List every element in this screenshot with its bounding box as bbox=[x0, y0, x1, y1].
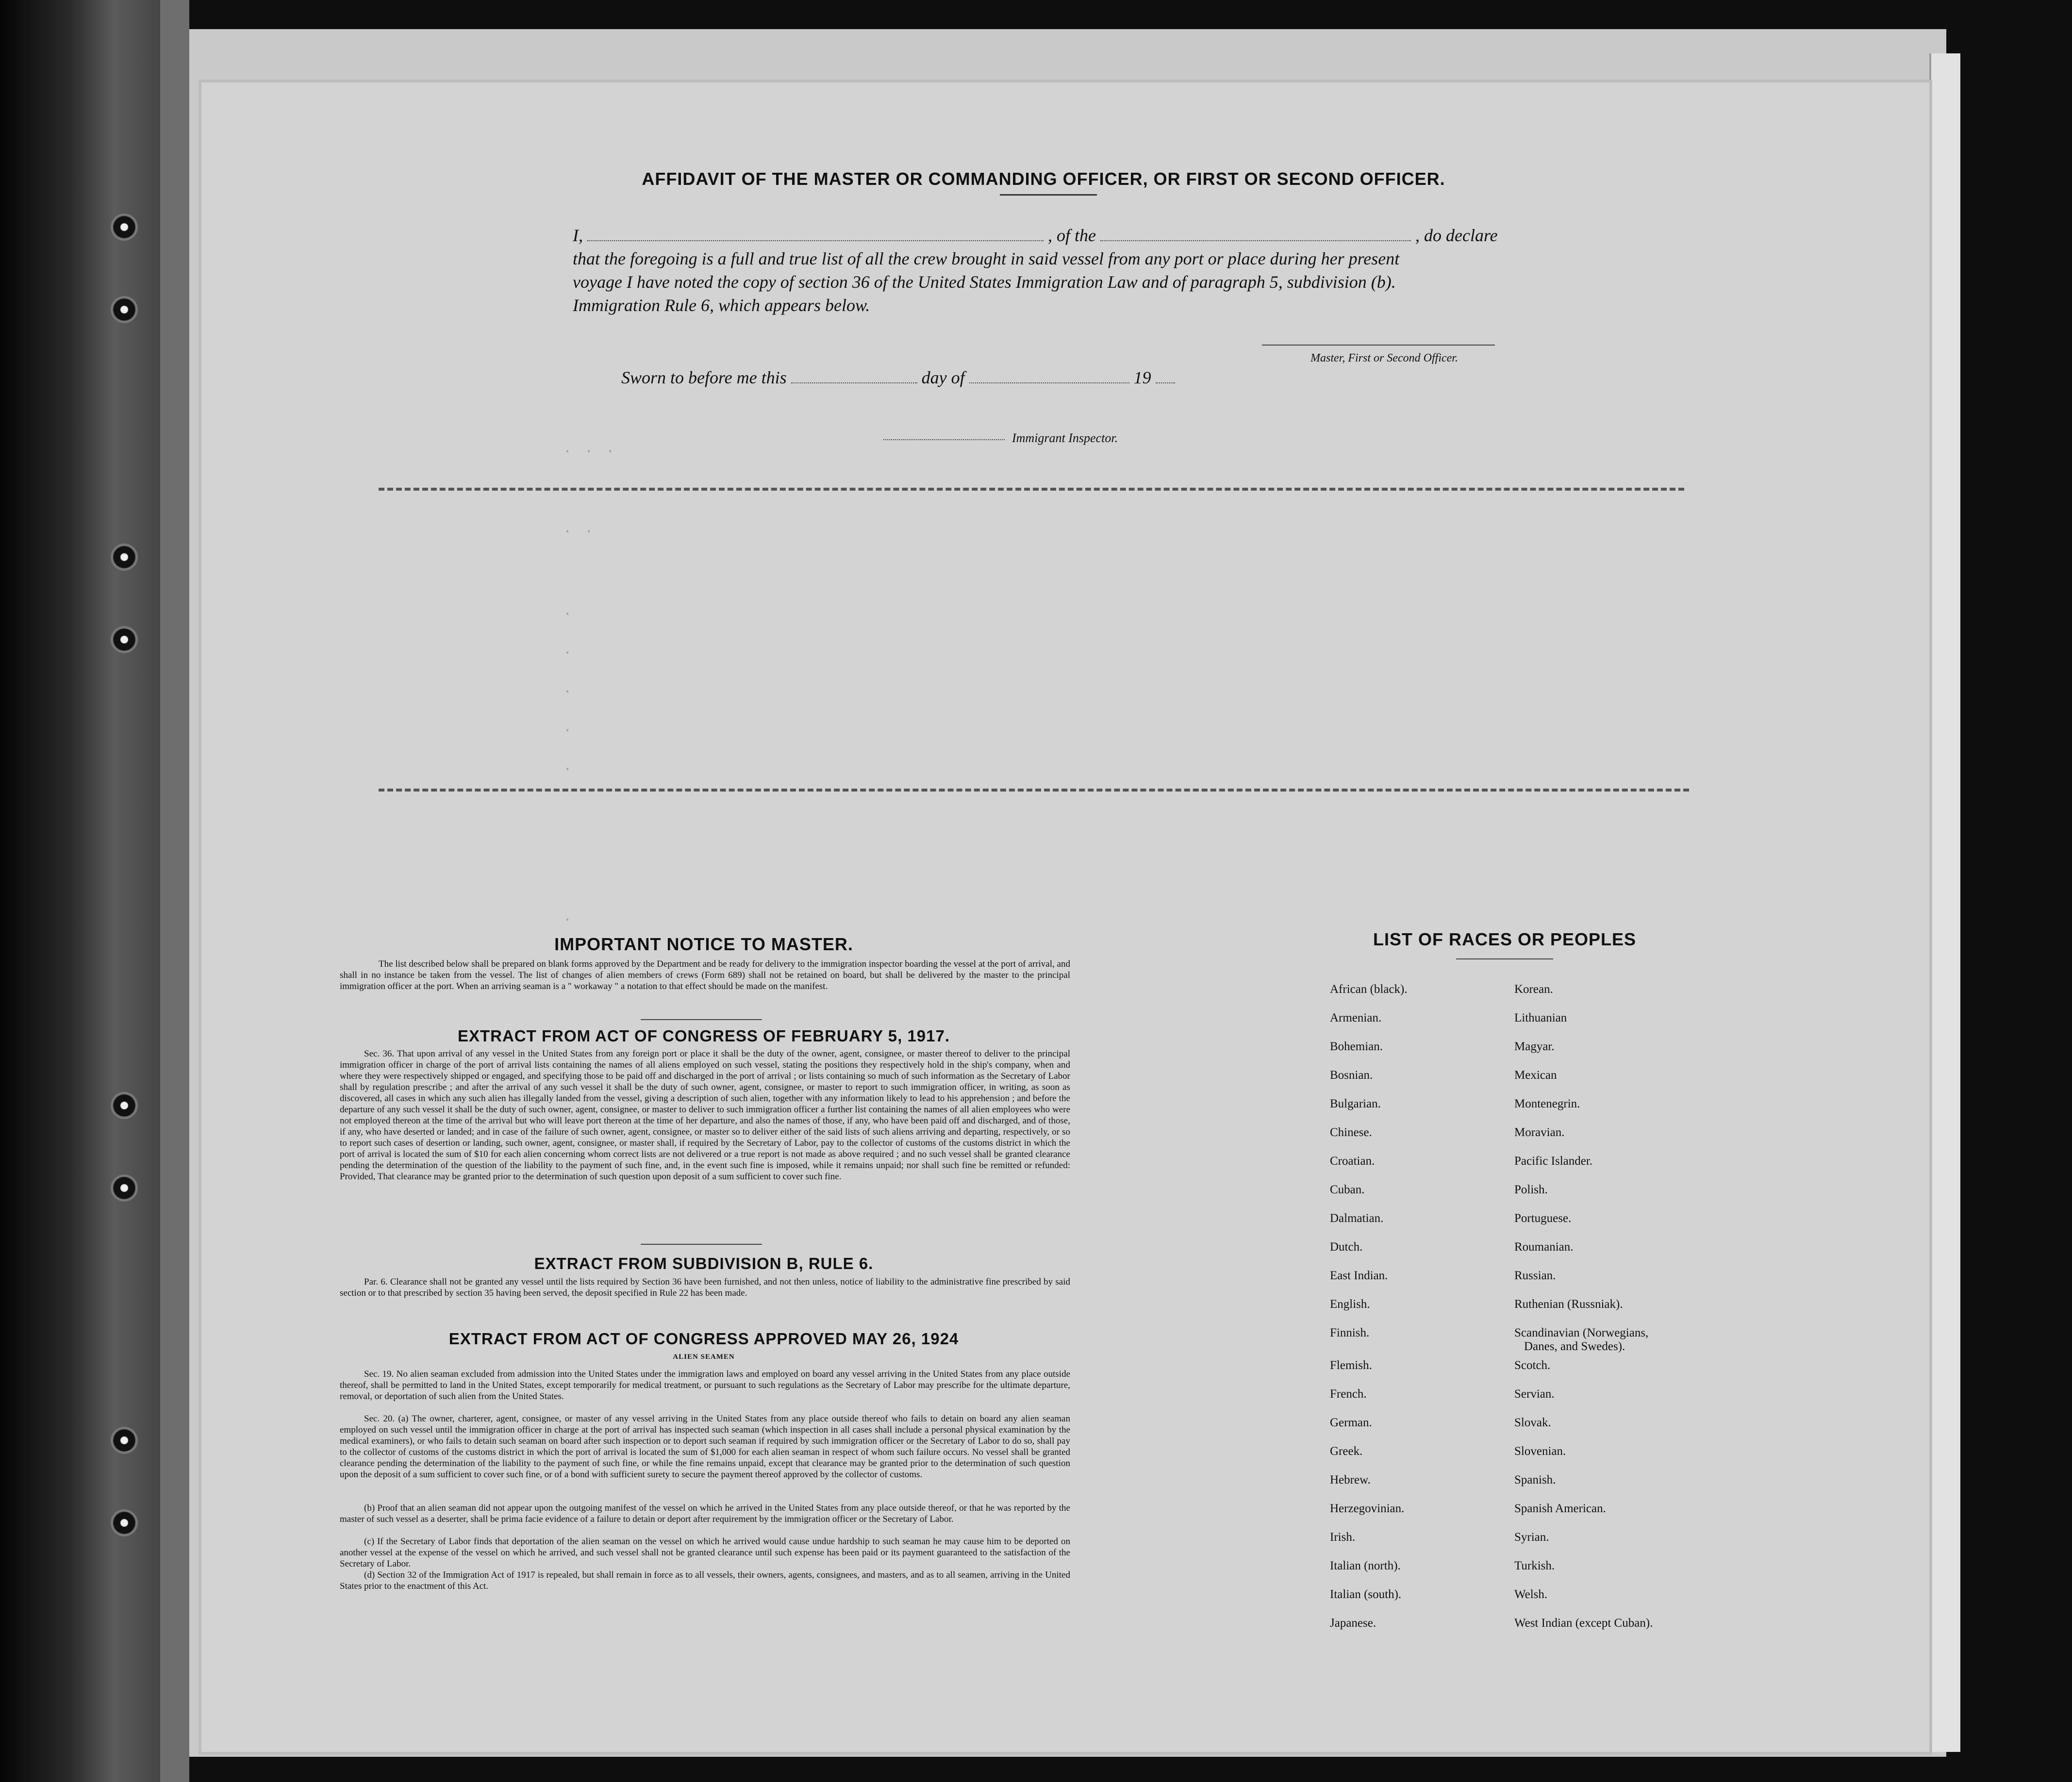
binder-hole-icon bbox=[111, 1092, 138, 1119]
race-left-17: Greek. bbox=[1330, 1445, 1363, 1458]
master-name-field[interactable] bbox=[587, 226, 1044, 241]
sworn-label: Sworn to before me this bbox=[621, 368, 787, 387]
affidavit-of-the: , of the bbox=[1048, 226, 1096, 245]
signature-line[interactable] bbox=[1262, 345, 1495, 346]
race-left-3: Bohemian. bbox=[1330, 1040, 1383, 1053]
binder-hole-icon bbox=[111, 214, 138, 241]
bleed-through-marks: . bbox=[563, 908, 574, 924]
races-title-underline bbox=[1456, 958, 1553, 959]
affidavit-declare: , do declare bbox=[1415, 226, 1498, 245]
race-left-9: Dalmatian. bbox=[1330, 1212, 1384, 1225]
year-label: 19 bbox=[1133, 368, 1151, 387]
race-left-21: Italian (north). bbox=[1330, 1559, 1401, 1572]
binder-rail bbox=[0, 0, 184, 1782]
bleed-through-marks: . bbox=[563, 602, 574, 619]
race-right-17: Slovak. bbox=[1514, 1416, 1551, 1429]
sworn-day-field[interactable] bbox=[791, 368, 917, 383]
race-left-14: Flemish. bbox=[1330, 1359, 1372, 1372]
bleed-through-marks: . bbox=[563, 757, 574, 774]
binder-hole-icon bbox=[111, 1509, 138, 1536]
binder-rail-edge bbox=[160, 0, 189, 1782]
race-left-10: Dutch. bbox=[1330, 1240, 1363, 1254]
race-right-18: Slovenian. bbox=[1514, 1445, 1566, 1458]
subdivision-b-body: Par. 6. Clearance shall not be granted any vessel until the lists required by Section 36 have been furnished, and not then unless, notice of liability to the administrative fine prescribed by said section or to that prescribed by section 35 having been served, the deposit specified in Rule 22 has been made. bbox=[340, 1277, 1070, 1298]
race-left-4: Bosnian. bbox=[1330, 1069, 1373, 1082]
race-right-15: Scotch. bbox=[1514, 1359, 1551, 1372]
extract-1924-title: EXTRACT FROM ACT OF CONGRESS APPROVED MAY 26, 1924 bbox=[448, 1330, 959, 1348]
race-right-8: Polish. bbox=[1514, 1183, 1548, 1196]
sworn-year-field[interactable] bbox=[1156, 368, 1175, 383]
affidavit-line2: that the foregoing is a full and true list of all the crew brought in said vessel from any port or place during her present bbox=[573, 249, 1400, 268]
binder-hole-icon bbox=[111, 1427, 138, 1454]
races-title: LIST OF RACES OR PEOPLES bbox=[1373, 929, 1637, 949]
race-right-2: Lithuanian bbox=[1514, 1011, 1567, 1024]
race-left-23: Japanese. bbox=[1330, 1617, 1376, 1630]
race-right-14: Danes, and Swedes). bbox=[1524, 1340, 1625, 1353]
race-left-20: Irish. bbox=[1330, 1531, 1356, 1544]
race-right-11: Russian. bbox=[1514, 1269, 1556, 1282]
extract-1924-subtitle: ALIEN SEAMEN bbox=[673, 1353, 735, 1361]
notice-body: The list described below shall be prepared on blank forms approved by the Department and be ready for delivery to the immigration inspector boarding the vessel at the port of arrival, and shall in no instance be taken from the vessel. The list of changes of alien members of crews (Form 689) shall not be retained on board, but shall be delivered by the master to the principal immigration officer at the port. When an arriving seaman is a " workaway " a notation to that effect should be made on the manifest. bbox=[340, 959, 1070, 991]
title-underline bbox=[1000, 194, 1097, 196]
race-left-18: Hebrew. bbox=[1330, 1473, 1371, 1486]
bleed-through-marks: . . . bbox=[563, 439, 617, 456]
race-left-7: Croatian. bbox=[1330, 1155, 1375, 1168]
race-left-8: Cuban. bbox=[1330, 1183, 1365, 1196]
race-left-22: Italian (south). bbox=[1330, 1588, 1402, 1601]
signature-caption: Master, First or Second Officer. bbox=[1310, 352, 1458, 364]
race-left-1: African (black). bbox=[1330, 983, 1408, 996]
dashed-separator bbox=[379, 488, 1684, 491]
race-right-20: Spanish American. bbox=[1514, 1502, 1606, 1515]
race-right-6: Moravian. bbox=[1514, 1126, 1565, 1139]
race-right-4: Mexican bbox=[1514, 1069, 1557, 1082]
extract-1917-title: EXTRACT FROM ACT OF CONGRESS OF FEBRUARY 5, 1917. bbox=[457, 1027, 950, 1045]
day-of-label: day of bbox=[921, 368, 965, 387]
race-right-1: Korean. bbox=[1514, 983, 1553, 996]
race-right-9: Portuguese. bbox=[1514, 1212, 1572, 1225]
race-left-12: English. bbox=[1330, 1298, 1370, 1311]
page-edge bbox=[1929, 53, 1960, 1752]
race-left-6: Chinese. bbox=[1330, 1126, 1372, 1139]
race-right-12: Ruthenian (Russniak). bbox=[1514, 1298, 1623, 1311]
sec20c-body: (c) If the Secretary of Labor finds that deportation of the alien seaman on the vessel on which he arrived would cause undue hardship to such seaman he may cause him to be deported on another vessel at the expense of the vessel on which he arrived, and such vessel shall not be granted clearance until such expense has been paid or its payment guaranteed to the satisfaction of the Secretary of Labor. bbox=[340, 1536, 1070, 1569]
race-right-3: Magyar. bbox=[1514, 1040, 1555, 1053]
affidavit-line4: Immigration Rule 6, which appears below. bbox=[573, 296, 870, 315]
dashed-separator bbox=[379, 789, 1689, 792]
race-left-13: Finnish. bbox=[1330, 1326, 1370, 1339]
sec20d-body: (d) Section 32 of the Immigration Act of 1917 is repealed, but shall remain in force as to all vessels, their owners, agents, consignees, and masters, and as to all seamen, arriving in the United States prior to the enactment of this Act. bbox=[340, 1570, 1070, 1591]
notice-title: IMPORTANT NOTICE TO MASTER. bbox=[554, 934, 853, 954]
sec20a-body: Sec. 20. (a) The owner, charterer, agent, consignee, or master of any vessel arriving in the United States from any place outside thereof who fails to detain on board any alien seaman employed on such vessel until the immigration officer in charge at the port of arrival has inspected such seaman (which inspection in all cases shall include a personal physical examination by the medical examiners), or who fails to detain such seaman on board after such inspection or to deport such seaman if required by such immigration officer or the Secretary of Labor to do so, shall pay to the collector of customs of the customs district in which the port of arrival is located the sum of $1,000 for each alien seaman in respect of whom such failure occurs. No vessel shall be granted clearance pending the determination of the liability to the payment of such fine, or while the fine remains unpaid, except that clearance may be granted prior to the determination of such question upon the deposit of a sum sufficient to cover such fine, or of a bond with sufficient surety to secure the payment thereof approved by the collector of customs. bbox=[340, 1414, 1070, 1480]
race-right-21: Syrian. bbox=[1514, 1531, 1549, 1544]
race-right-24: West Indian (except Cuban). bbox=[1514, 1617, 1653, 1630]
race-right-7: Pacific Islander. bbox=[1514, 1155, 1593, 1168]
race-right-10: Roumanian. bbox=[1514, 1240, 1574, 1254]
race-right-19: Spanish. bbox=[1514, 1473, 1556, 1486]
binder-hole-icon bbox=[111, 626, 138, 653]
race-left-2: Armenian. bbox=[1330, 1011, 1382, 1024]
extract-1917-body: Sec. 36. That upon arrival of any vessel in the United States from any foreign port or place it shall be the duty of the owner, agent, consignee, or master thereof to deliver to the principal immigration officer in charge of the port of arrival lists containing the names of all aliens employed on such vessel, stating the positions they respectively hold in the ship's company, when and where they were respectively shipped or engaged, and specifying those to be paid off and discharged in the port of arrival ; or lists containing so much of such information as the Secretary of Labor shall by regulation prescribe ; and after the arrival of any such vessel it shall be the duty of such owner, agent, consignee, or master to report to such immigration officer, in writing, as soon as discovered, all cases in which any such alien has illegally landed from the vessel, giving a description of such alien, together with any information likely to lead to his apprehension ; and before the departure of any such vessel it shall be the duty of such owner, agent, consignee, or master to deliver to such immigration officer a further list containing the names of all alien employees who were not employed thereon at the time of the arrival but who will leave port thereon at the time of her departure, and also the names of those, if any, who have been paid off and discharged, and of those, if any, who have deserted or landed; and in case of the failure of such owner, agent, consignee, or master so to deliver either of the said lists of such aliens arriving and departing, respectively, or so to report such cases of desertion or landing, such owner, agent, consignee, or master shall, if required by the Secretary of Labor, pay to the collector of customs of the customs district in which the port of arrival is located the sum of $10 for each alien concerning whom correct lists are not delivered or a true report is not made as above required ; and no such vessel shall be granted clearance pending the determination of the question of the liability to the payment of such fine, and, in the event such fine is imposed, while it remains unpaid; nor shall such fine be remitted or refunded: Provided, That clearance may be granted prior to the determination of such question upon deposit of a sum sufficient to cover such fine. bbox=[340, 1049, 1070, 1182]
binder-hole-icon bbox=[111, 296, 138, 323]
race-right-16: Servian. bbox=[1514, 1387, 1555, 1401]
inspector-signature-line[interactable] bbox=[883, 439, 1005, 440]
bleed-through-marks: . bbox=[563, 679, 574, 696]
sworn-month-field[interactable] bbox=[969, 368, 1129, 383]
section-rule bbox=[641, 1019, 762, 1020]
sec19-body: Sec. 19. No alien seaman excluded from admission into the United States under the immigration laws and employed on board any vessel arriving in the United States from any place outside thereof, shall be permitted to land in the United States, except temporarily for medical treatment, or pursuant to such regulations as the Secretary of Labor may prescribe for the ultimate departure, removal, or deportation of such alien from the United States. bbox=[340, 1369, 1070, 1402]
subdivision-b-title: EXTRACT FROM SUBDIVISION B, RULE 6. bbox=[534, 1254, 874, 1272]
race-left-11: East Indian. bbox=[1330, 1269, 1388, 1282]
inspector-caption: Immigrant Inspector. bbox=[1012, 431, 1118, 445]
race-right-23: Welsh. bbox=[1514, 1588, 1548, 1601]
affidavit-i: I, bbox=[573, 226, 583, 245]
binder-hole-icon bbox=[111, 1174, 138, 1202]
bleed-through-marks: . bbox=[563, 641, 574, 658]
affidavit-line1 bbox=[573, 224, 1548, 247]
race-right-22: Turkish. bbox=[1514, 1559, 1555, 1572]
bleed-through-marks: . . bbox=[563, 519, 596, 536]
vessel-name-field[interactable] bbox=[1100, 226, 1411, 241]
affidavit-title: AFFIDAVIT OF THE MASTER OR COMMANDING OFFICER, OR FIRST OR SECOND OFFICER. bbox=[642, 169, 1445, 189]
race-left-5: Bulgarian. bbox=[1330, 1097, 1381, 1110]
sworn-line bbox=[621, 366, 1252, 389]
section-rule bbox=[641, 1244, 762, 1245]
race-left-19: Herzegovinian. bbox=[1330, 1502, 1405, 1515]
race-left-15: French. bbox=[1330, 1387, 1367, 1401]
race-right-5: Montenegrin. bbox=[1514, 1097, 1580, 1110]
bleed-through-marks: . bbox=[563, 718, 574, 735]
document-page bbox=[201, 82, 1929, 1752]
race-right-13: Scandinavian (Norwegians, bbox=[1514, 1326, 1649, 1339]
sec20b-body: (b) Proof that an alien seaman did not appear upon the outgoing manifest of the vessel on which he arrived in the United States from any place outside thereof, or that he was reported by the master of such vessel as a deserter, shall be prima facie evidence of a failure to detain or deport after requirement by the immigration officer or the Secretary of Labor. bbox=[340, 1503, 1070, 1524]
race-left-16: German. bbox=[1330, 1416, 1372, 1429]
binder-hole-icon bbox=[111, 544, 138, 571]
affidavit-line3: voyage I have noted the copy of section 36 of the United States Immigration Law and of paragraph 5, subdivision (b). bbox=[573, 272, 1396, 292]
